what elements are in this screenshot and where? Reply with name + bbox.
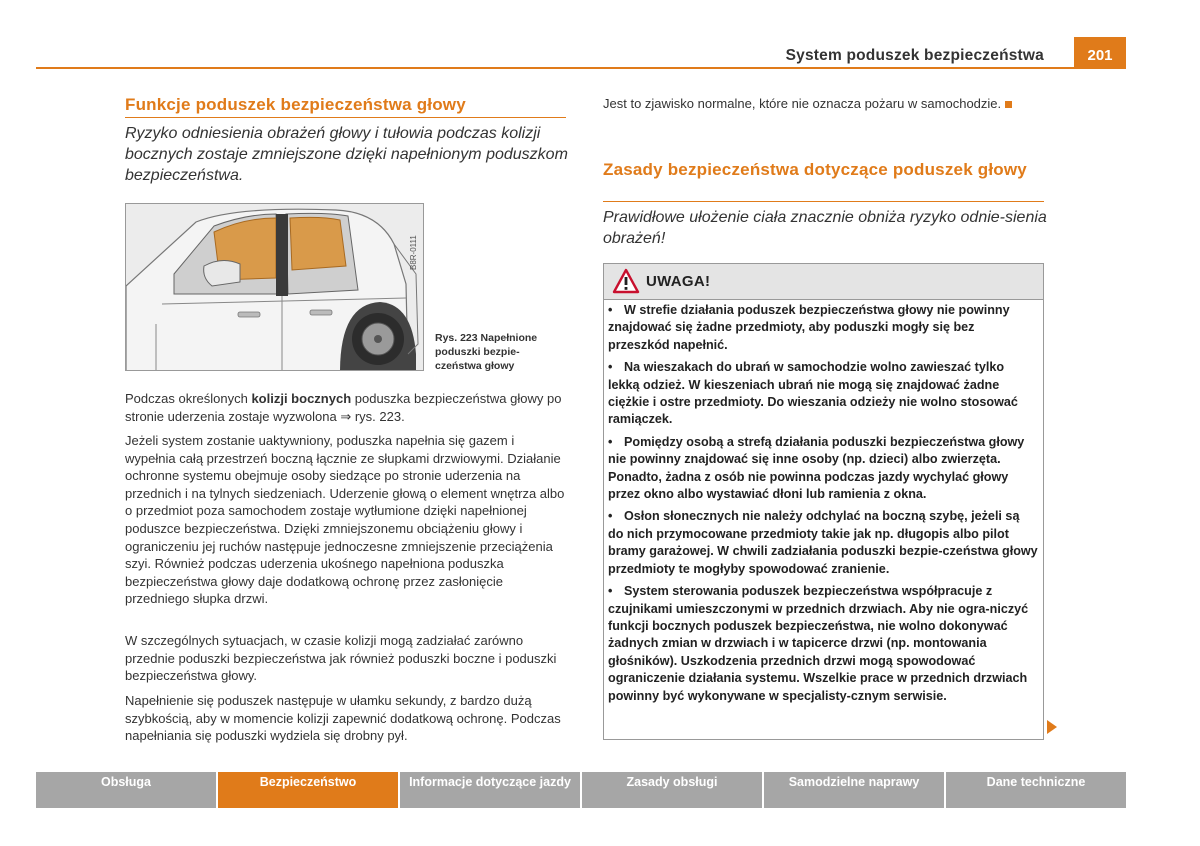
left-lead-text: Ryzyko odniesienia obrażeń głowy i tułowia podczas kolizji bocznych zostaje zmniejszone dzięki napełnionym poduszkom bezpieczeństwa.: [125, 125, 568, 184]
section-end-mark: [1005, 101, 1012, 108]
warning-item: [608, 302, 1038, 354]
bullet-icon: •: [608, 509, 613, 524]
warning-item-text: Na wieszakach do ubrań w samochodzie wolno zawieszać tylko lekką odzież. W kieszeniach ubrań nie mogą się znajdować żadne ciężkie i ostre przedmioty. Do wieszania odzieży nie wolno stosować ramiączek.: [608, 360, 1018, 427]
continue-arrow-icon: [1047, 720, 1057, 734]
section-title-rule-right: [603, 201, 1044, 202]
warning-item: [608, 508, 1038, 578]
warning-item-text: W strefie działania poduszek bezpieczeństwa głowy nie powinny znajdować się żadne przedmioty, aby poduszki mogły się bez przeszkód napełnić.: [608, 303, 1010, 352]
section-title-rule: [125, 117, 566, 118]
warning-item: [608, 359, 1038, 429]
car-side-illustration: [126, 204, 424, 371]
nav-tab-obsluga[interactable]: Obsługa: [36, 772, 216, 808]
paragraph-system-activation: Jeżeli system zostanie uaktywniony, poduszka napełnia się gazem i wypełnia całą przestrzeń boczną łącznie ze słupkami drzwiowymi. Działanie ochronne systemu obejmuje osoby siedzące po stronie uderzenia na przednich i na tylnych siedzeniach. Uderzenie głową o element wnętrza albo o przedmiot poza samochodem zostaje wytłumione dzięki napełnionej poduszce bezpieczeństwa. Dzięki zmniejszonemu obciążeniu głowy i ograniczeniu jej ruchów następuje jednoczesne zmniejszenie przeciążenia szyi. Również podczas uderzenia ukośnego napełniona poduszka bezpieczeństwa głowy daje dodatkową ochronę przez zasłonięcie przedniego słupka drzwi.: [125, 433, 565, 607]
bullet-icon: •: [608, 434, 613, 449]
warning-item: [608, 583, 1038, 705]
paragraph-side-collision: [125, 390, 565, 425]
right-lead-text: Prawidłowe ułożenie ciała znacznie obniża ryzyko odnie-sienia obrażeń!: [603, 209, 1047, 247]
warning-triangle-icon: [612, 268, 640, 294]
warning-item-text: Pomiędzy osobą a strefą działania poduszki bezpieczeństwa głowy nie powinny znajdować się inne osoby (np. dzieci) albo zwierzęta. Ponadto, żadna z osób nie powinna podczas jazdy wychylać głowy przez okno albo wystawiać dłoni lub ramienia z okna.: [608, 434, 1025, 502]
right-intro-paragraph: [603, 95, 1043, 113]
paragraph-inflation-speed: Napełnienie się poduszek następuje w ułamku sekundy, z bardzo dużą szybkością, aby w momencie kolizji zapewnić dodatkową ochronę. Podczas napełniania się poduszki wydziela się drobny pył.: [125, 693, 561, 744]
nav-tab-samodzielne-naprawy[interactable]: Samodzielne naprawy: [764, 772, 944, 808]
bullet-icon: •: [608, 303, 613, 317]
warning-title: UWAGA!: [646, 273, 711, 290]
warning-item-text: System sterowania poduszek bezpieczeństwa współpracuje z czujnikami umieszczonymi w przednich drzwiach. Aby nie ogra-niczyć funkcji bocznych poduszek bezpieczeństwa, nie wolno dokonywać żadnych zmian w drzwiach i w tapicerce drzwi (np. montowania głośników). Uszkodzenia przednich drzwi mogą spowodować ograniczenie działania systemu. Wszelkie prace w przednich drzwiach powinny być wykonywane w specjalisty-cznym serwisie.: [608, 584, 1029, 703]
warning-item: [608, 434, 1038, 504]
header-rule: [36, 67, 1126, 69]
p1-text-start: Podczas określonych: [125, 391, 252, 406]
nav-tab-bezpieczenstwo[interactable]: Bezpieczeństwo: [218, 772, 398, 808]
section-title-head-airbag-safety-rules: Zasady bezpieczeństwa dotyczące poduszek głowy: [603, 160, 1027, 179]
nav-tab-informacje-jazdy[interactable]: Informacje dotyczące jazdy: [400, 772, 580, 808]
p1-text-end: poduszka bezpieczeństwa głowy po stronie uderzenia zostaje wyzwolona ⇒ rys. 223.: [125, 391, 562, 424]
warning-box: [603, 263, 1044, 740]
page-number: 201: [1074, 37, 1126, 69]
chapter-nav: [36, 772, 1126, 808]
nav-tab-dane-techniczne[interactable]: Dane techniczne: [946, 772, 1126, 808]
figure-code: B8R-0111: [409, 235, 418, 270]
figure-caption: Rys. 223 Napełnione poduszki bezpie-czeństwa głowy: [435, 332, 538, 372]
paragraph-special-situations: W szczególnych sytuacjach, w czasie kolizji mogą zadziałać zarówno przednie poduszki bezpieczeństwa jak również poduszki boczne i poduszki bezpieczeństwa głowy.: [125, 633, 557, 684]
bullet-icon: •: [608, 584, 613, 599]
right-intro-text: Jest to zjawisko normalne, które nie oznacza pożaru w samochodzie.: [603, 96, 1002, 111]
bullet-icon: •: [608, 360, 613, 375]
running-header-title: System poduszek bezpieczeństwa: [785, 47, 1044, 64]
figure-airbag-illustration: [125, 203, 424, 371]
section-title-head-airbag-functions: Funkcje poduszek bezpieczeństwa głowy: [125, 95, 466, 114]
p1-bold-term: kolizji bocznych: [251, 391, 352, 406]
nav-tab-zasady-obslugi[interactable]: Zasady obsługi: [582, 772, 762, 808]
airbag-rear-curtain: [290, 217, 346, 270]
warning-header: [604, 264, 1043, 300]
warning-item-text: Osłon słonecznych nie należy odchylać na boczną szybę, jeżeli są do nich przymocowane przedmioty takie jak np. długopis albo pilot bramy garażowej. W chwili zadziałania poduszki bezpie-czeństwa głowy przedmioty te mogłyby spowodować zranienie.: [608, 509, 1038, 576]
warning-list: [608, 302, 1038, 710]
